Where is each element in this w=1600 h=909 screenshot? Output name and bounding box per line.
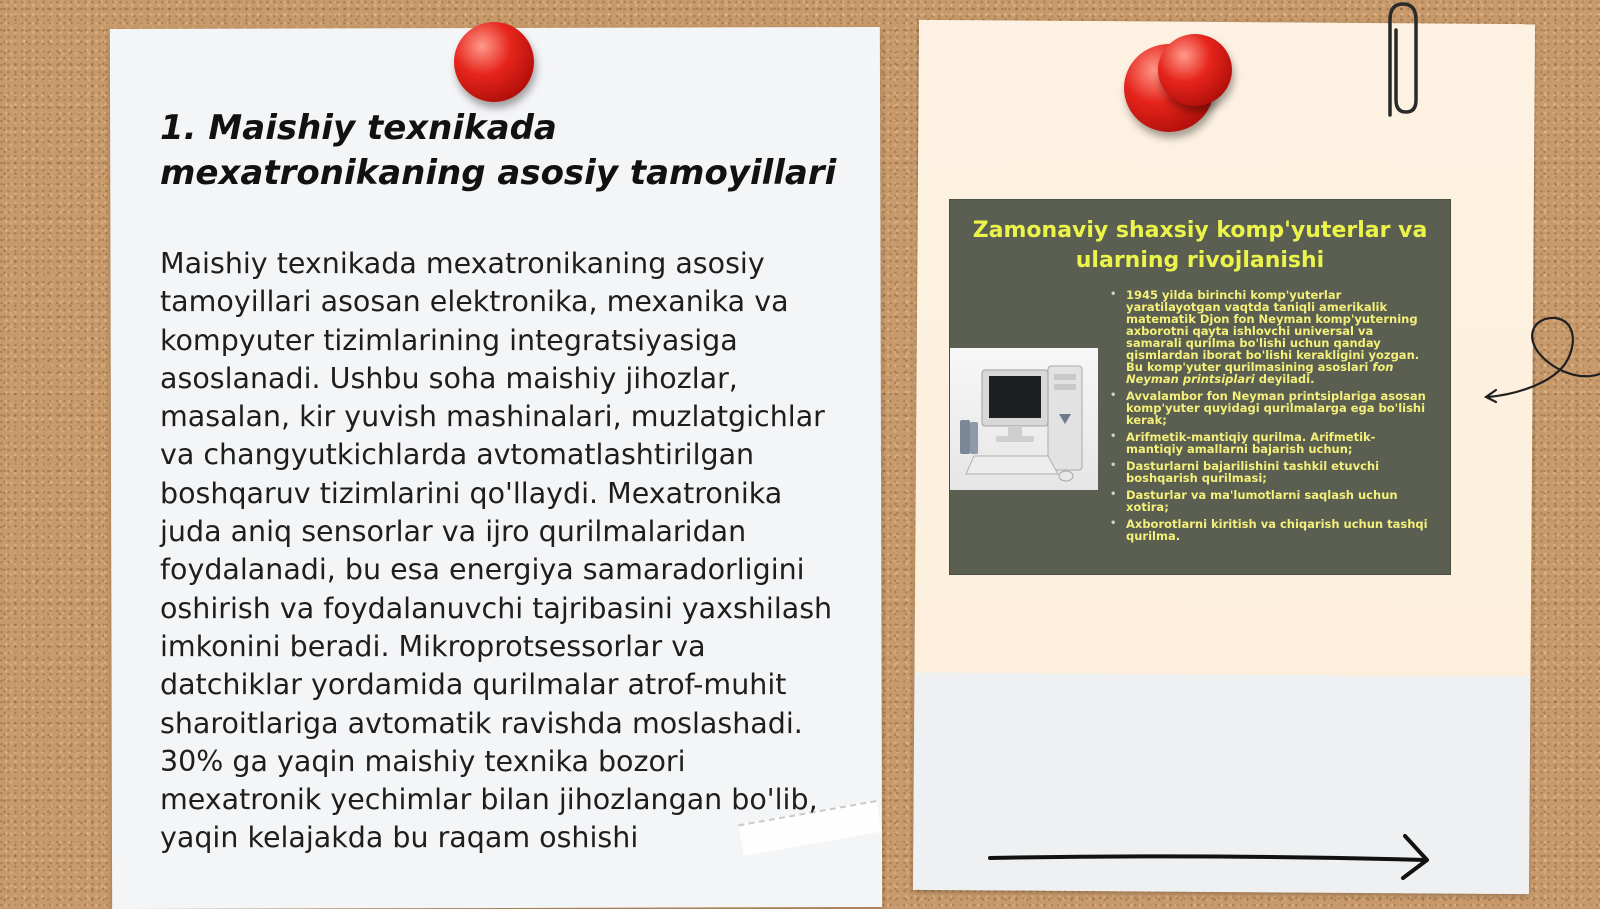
slide-bullet-text: Dasturlar va ma'lumotlarni saqlash uchun xotira; [1126,488,1398,514]
slide-bullet-text-end: deyiladi. [1258,372,1315,386]
slide-bullet-item [1110,289,1430,385]
section-title [160,106,840,196]
bullet-marker: • [1110,518,1117,529]
slide-bullet-item [1110,460,1430,484]
section-title-line1: 1. Maishiy texnikada [160,108,557,148]
section-title-line2: mexatronikaning asosiy tamoyillari [160,153,837,193]
paper-clip-icon [1378,0,1428,125]
slide-bullet-text: Dasturlarni bajarilishini tashkil etuvchi boshqarish qurilmasi; [1126,459,1380,485]
slide-bullet-emphasis: fon Neyman printsiplari [1126,360,1394,386]
desktop-computer-icon [950,348,1098,490]
embedded-slide-image [950,200,1450,574]
red-pushpin-icon [454,22,534,102]
red-pushpin-icon [1158,34,1232,106]
bullet-marker: • [1110,489,1117,500]
body-paragraph: Maishiy texnikada mexatronikaning asosiy tamoyillari asosan elektronika, mexanika va kompyuter tizimlarining integratsiyasiga asoslanadi. Ushbu soha maishiy jihozlar, masalan, kir yuvish mashinalari, muzlatgichlar va changyutkichlarda avtomatlashtirilgan boshqaruv tizimlarini qo'llaydi. Mexatronika juda aniq sensorlar va ijro qurilmalaridan foydalanadi, bu esa energiya samaradorligini oshirish va foydalanuvchi tajribasini yaxshilash imkonini beradi. Mikroprotsessorlar va datchiklar yordamida qurilmalar atrof-muhit sharoitlariga avtomatik ravishda moslashadi. 30% ga yaqin maishiy texnika bozori mexatronik yechimlar bilan jihozlangan bo'lib, yaqin kelajakda bu raqam oshishi [160,247,833,855]
slide-bullet-text: 1945 yilda birinchi komp'yuterlar yaratilayotgan vaqtda taniqli amerikalik matematik Djon fon Neyman komp'yuterning axborotni qayta ishlovchi universal va samarali qurilma bo'lishi uchun qanday qismlardan iborat bo'lishi kerakligini yozgan. Bu komp'yuter qurilmasining asoslari [1126,288,1420,374]
slide-title: Zamonaviy shaxsiy komp'yuterlar va ularning rivojlanishi [972,218,1428,273]
desktop-computer-photo [950,348,1098,490]
slide-bullet-item [1110,431,1430,455]
slide-bullet-item [1110,518,1430,542]
bullet-marker: • [1110,289,1117,300]
slide-bullet-item [1110,390,1430,426]
slide-bullet-text: Arifmetik-mantiqiy qurilma. Arifmetik-mantiqiy amallarni bajarish uchun; [1126,430,1376,456]
slide-bullet-text: Axborotlarni kiritish va chiqarish uchun tashqi qurilma. [1126,517,1428,543]
bullet-marker: • [1110,460,1117,471]
bullet-marker: • [1110,431,1117,442]
slide-bullet-text: Avvalambor fon Neyman printsiplariga asosan komp'yuter quyidagi qurilmalarga ega bo'lishi kerak; [1126,389,1426,427]
long-right-arrow-icon [985,830,1445,880]
bullet-marker: • [1110,390,1117,401]
slide-bullet-list [1110,289,1430,547]
slide-bullet-item [1110,489,1430,513]
loop-arrow-doodle-icon [1480,312,1600,407]
